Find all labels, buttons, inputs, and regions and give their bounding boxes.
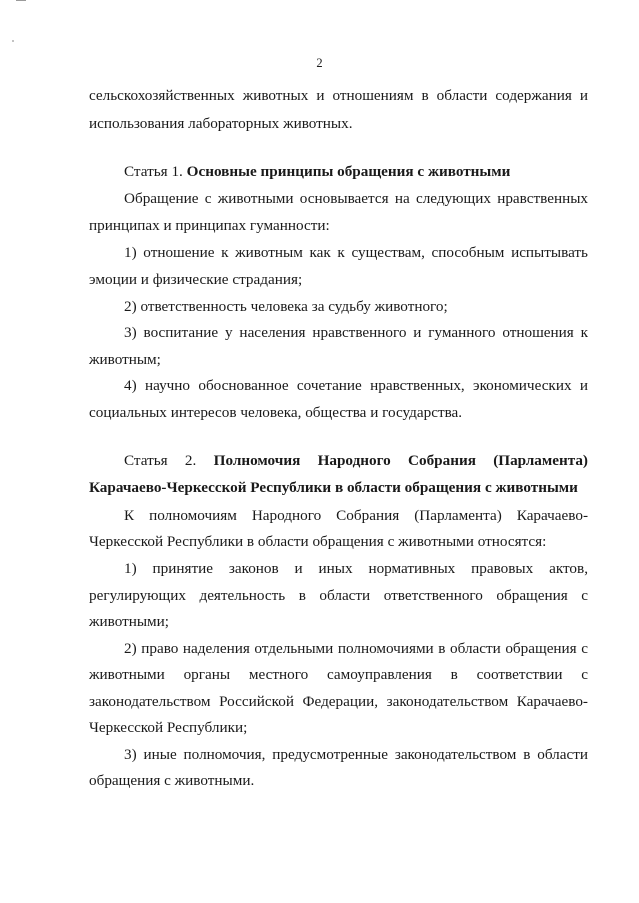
article-2-heading-line-1 (124, 452, 588, 470)
article-1-item-1-line-1: 1) отношение к животным как к существам, способным испытывать (124, 244, 588, 261)
article-2-item-2-line-1: 2) право наделения отдельными полномочиями в области обращения с (124, 640, 588, 657)
article-1-prefix: Статья 1. (124, 163, 183, 180)
article-2-title-line-2: Карачаево-Черкесской Республики в области обращения с животными (89, 479, 578, 496)
intro-line-2: использования лабораторных животных. (89, 115, 353, 132)
article-1-item-4-line-2: социальных интересов человека, общества и государства. (89, 404, 463, 421)
article-2-lead-line-2: Черкесской Республики в области обращения с животными относятся: (89, 533, 547, 550)
page-number: 2 (316, 56, 323, 70)
article-2-item-2-line-4: Черкесской Республики; (89, 719, 248, 736)
article-2-title-line-1: Полномочия Народного Собрания (Парламента) (213, 452, 588, 469)
article-1-item-1-line-2: эмоции и физические страдания; (89, 271, 303, 288)
article-2-item-1-line-1: 1) принятие законов и иных нормативных правовых актов, (124, 560, 588, 577)
article-1-lead-line-1: Обращение с животными основывается на следующих нравственных (124, 190, 588, 207)
article-1-item-4-line-1: 4) научно обоснованное сочетание нравственных, экономических и (124, 377, 588, 394)
intro-line-1: сельскохозяйственных животных и отношениям в области содержания и (89, 87, 588, 104)
article-1-title: Основные принципы обращения с животными (186, 163, 511, 180)
article-1-item-3-line-1: 3) воспитание у населения нравственного и гуманного отношения к (124, 324, 588, 341)
article-2-item-1-line-2: регулирующих деятельность в области ответственного обращения с (89, 587, 588, 604)
article-1-item-3-line-2: животным; (89, 351, 161, 368)
article-2-item-3-line-1: 3) иные полномочия, предусмотренные законодательством в области (124, 746, 588, 763)
scan-artifact (12, 40, 14, 42)
article-2-lead-line-1: К полномочиям Народного Собрания (Парламента) Карачаево- (124, 507, 588, 524)
article-1-item-2: 2) ответственность человека за судьбу животного; (124, 298, 448, 315)
article-2-item-2-line-3: законодательством Российской Федерации, законодательством Карачаево- (89, 693, 588, 710)
article-2-item-1-line-3: животными; (89, 613, 170, 630)
article-1-lead-line-2: принципах и принципах гуманности: (89, 217, 330, 234)
article-2-item-2-line-2: животными органы местного самоуправления в соответствии с (89, 666, 588, 683)
scan-artifact (16, 0, 26, 1)
article-1-heading (124, 163, 510, 181)
article-2-prefix: Статья 2. (124, 452, 197, 469)
article-2-item-3-line-2: обращения с животными. (89, 772, 255, 789)
